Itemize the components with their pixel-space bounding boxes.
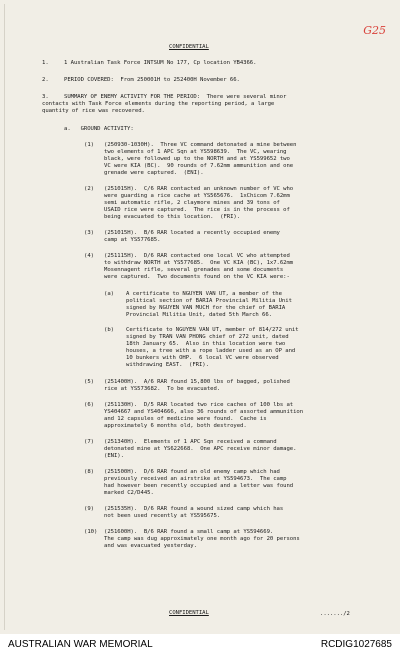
entry-text-line: and 12 capsules of medicine were found. Cache is xyxy=(104,416,267,422)
entry-number: (b) xyxy=(104,327,114,333)
entry-number: (5) xyxy=(84,379,94,385)
item-text: PERIOD COVERED: From 250001H to 252400H November 66. xyxy=(64,77,240,83)
entry-text-line: signed by NGUYEN VAN MUCH for the chief of BARIA xyxy=(126,305,286,311)
entry-text-line: (ENI). xyxy=(104,453,124,459)
item-number: 2. xyxy=(42,77,49,83)
entry-text-line: and was evacuated yesterday. xyxy=(104,543,197,549)
item-text-line: quantity of rice was recovered. xyxy=(42,108,145,114)
entry-number: (3) xyxy=(84,230,94,236)
entry-number: (1) xyxy=(84,142,94,148)
entry-number: (7) xyxy=(84,439,94,445)
entry-text-line: camp at YS577685. xyxy=(104,237,161,243)
item-number: 1. xyxy=(42,60,49,66)
entry-text-line: A certificate to NGUYEN VAN UT, a member of the xyxy=(126,291,282,297)
entry-text-line: (251130H). D/5 RAR located two rice caches of 100 lbs at xyxy=(104,402,294,408)
classification-header: CONFIDENTIAL xyxy=(169,44,209,50)
entry-text-line: 10 bunkers with OHP. 6 local VC were observed xyxy=(126,355,279,361)
handwritten-annotation: G25 xyxy=(363,24,386,37)
archive-footer-bar xyxy=(0,634,400,654)
entry-number: (2) xyxy=(84,186,94,192)
entry-number: (a) xyxy=(104,291,114,297)
entry-text-line: rice at YS573682. To be evacuated. xyxy=(104,386,221,392)
entry-text-line: were captured. Two documents found on the VC KIA were:- xyxy=(104,274,290,280)
entry-text-line: Mosennagent rifle, several grenades and some documents xyxy=(104,267,284,273)
entry-text-line: (251115H). D/6 RAR contacted one local VC who attempted xyxy=(104,253,290,259)
entry-text-line: VC were KIA (BC). 90 rounds of 7.62mm ammunition and one xyxy=(104,163,294,169)
entry-text-line: detonated mine at YS622668. One APC receive minor damage. xyxy=(104,446,297,452)
item-text-line: SUMMARY OF ENEMY ACTIVITY FOR THE PERIOD: There were several minor xyxy=(64,94,287,100)
entry-text-line: Provincial Militia Unit, dated 5th March 66. xyxy=(126,312,272,318)
page-continuation-marker: ......./2 xyxy=(320,611,350,617)
entry-text-line: marked C2/D445. xyxy=(104,490,154,496)
entry-text-line: semi automatic rifle, 2 claymore mines and 39 tons of xyxy=(104,200,280,206)
entry-text-line: 18th January 65. Also in this location were two xyxy=(126,341,286,347)
section-heading: a. GROUND ACTIVITY: xyxy=(64,126,134,132)
item-number: 3. xyxy=(42,94,49,100)
entry-number: (9) xyxy=(84,506,94,512)
classification-footer: CONFIDENTIAL xyxy=(169,610,209,616)
entry-text-line: (251015H). C/6 RAR contacted an unknown number of VC who xyxy=(104,186,294,192)
entry-text-line: USAID rice were captured. The rice is in the process of xyxy=(104,207,290,213)
entry-text-line: previously received an airstrike at YS594673. The camp xyxy=(104,476,287,482)
entry-text-line: houses, a tree with a rope ladder used as an OP and xyxy=(126,348,296,354)
entry-text-line: The camp was dug approximately one month ago for 20 persons xyxy=(104,536,300,542)
entry-text-line: (251535H). D/6 RAR found a wound sized camp which has xyxy=(104,506,284,512)
entry-text-line: had however been recently occupied and a letter was found xyxy=(104,483,294,489)
entry-text-line: (250930-1030H). Three VC command detonated a mine between xyxy=(104,142,297,148)
entry-text-line: (251015H). B/6 RAR located a recently occupied enemy xyxy=(104,230,280,236)
entry-number: (8) xyxy=(84,469,94,475)
item-text: 1 Australian Task Force INTSUM No 177, Cp location YB4366. xyxy=(64,60,257,66)
entry-text-line: were guarding a rice cache at YS565676. 1xChicom 7.62mm xyxy=(104,193,290,199)
archive-record-id: RCDIG1027685 xyxy=(320,638,392,650)
entry-text-line: (251500H). D/6 RAR found an old enemy camp which had xyxy=(104,469,280,475)
entry-text-line: being evacuated to this location. (FRI). xyxy=(104,214,241,220)
entry-text-line: (251600H). B/6 RAR found a small camp at YS594669. xyxy=(104,529,274,535)
entry-text-line: signed by TRAN VAN PHONG chief of 272 unit, dated xyxy=(126,334,289,340)
entry-text-line: not been used recently at YS595675. xyxy=(104,513,221,519)
entry-text-line: YS404667 and YS404666, also 36 rounds of assorted ammunition xyxy=(104,409,304,415)
entry-text-line: Certificate to NGUYEN VAN UT, member of 814/272 unit xyxy=(126,327,299,333)
entry-text-line: (251400H). A/6 RAR found 15,800 lbs of bagged, polished xyxy=(104,379,290,385)
entry-number: (6) xyxy=(84,402,94,408)
entry-text-line: to withdraw NORTH at YS577685. One VC KIA (BC), 1x7.62mm xyxy=(104,260,294,266)
archive-name: AUSTRALIAN WAR MEMORIAL xyxy=(8,638,153,650)
entry-text-line: (251340H). Elements of 1 APC Sqn received a command xyxy=(104,439,277,445)
entry-number: (4) xyxy=(84,253,94,259)
entry-number: (10) xyxy=(84,529,98,535)
item-text-line: contacts with Task Force elements during the reporting period, a large xyxy=(42,101,275,107)
entry-text-line: black, were followed up to the NORTH and at YS599652 two xyxy=(104,156,290,162)
entry-text-line: two elements of 1 APC Sqn at YS598639. The VC, wearing xyxy=(104,149,287,155)
entry-text-line: grenade were captured. (ENI). xyxy=(104,170,204,176)
entry-text-line: political section of BARIA Provincial Militia Unit xyxy=(126,298,292,304)
entry-text-line: withdrawing EAST. (FRI). xyxy=(126,362,209,368)
entry-text-line: approximately 6 months old, both destroyed. xyxy=(104,423,247,429)
